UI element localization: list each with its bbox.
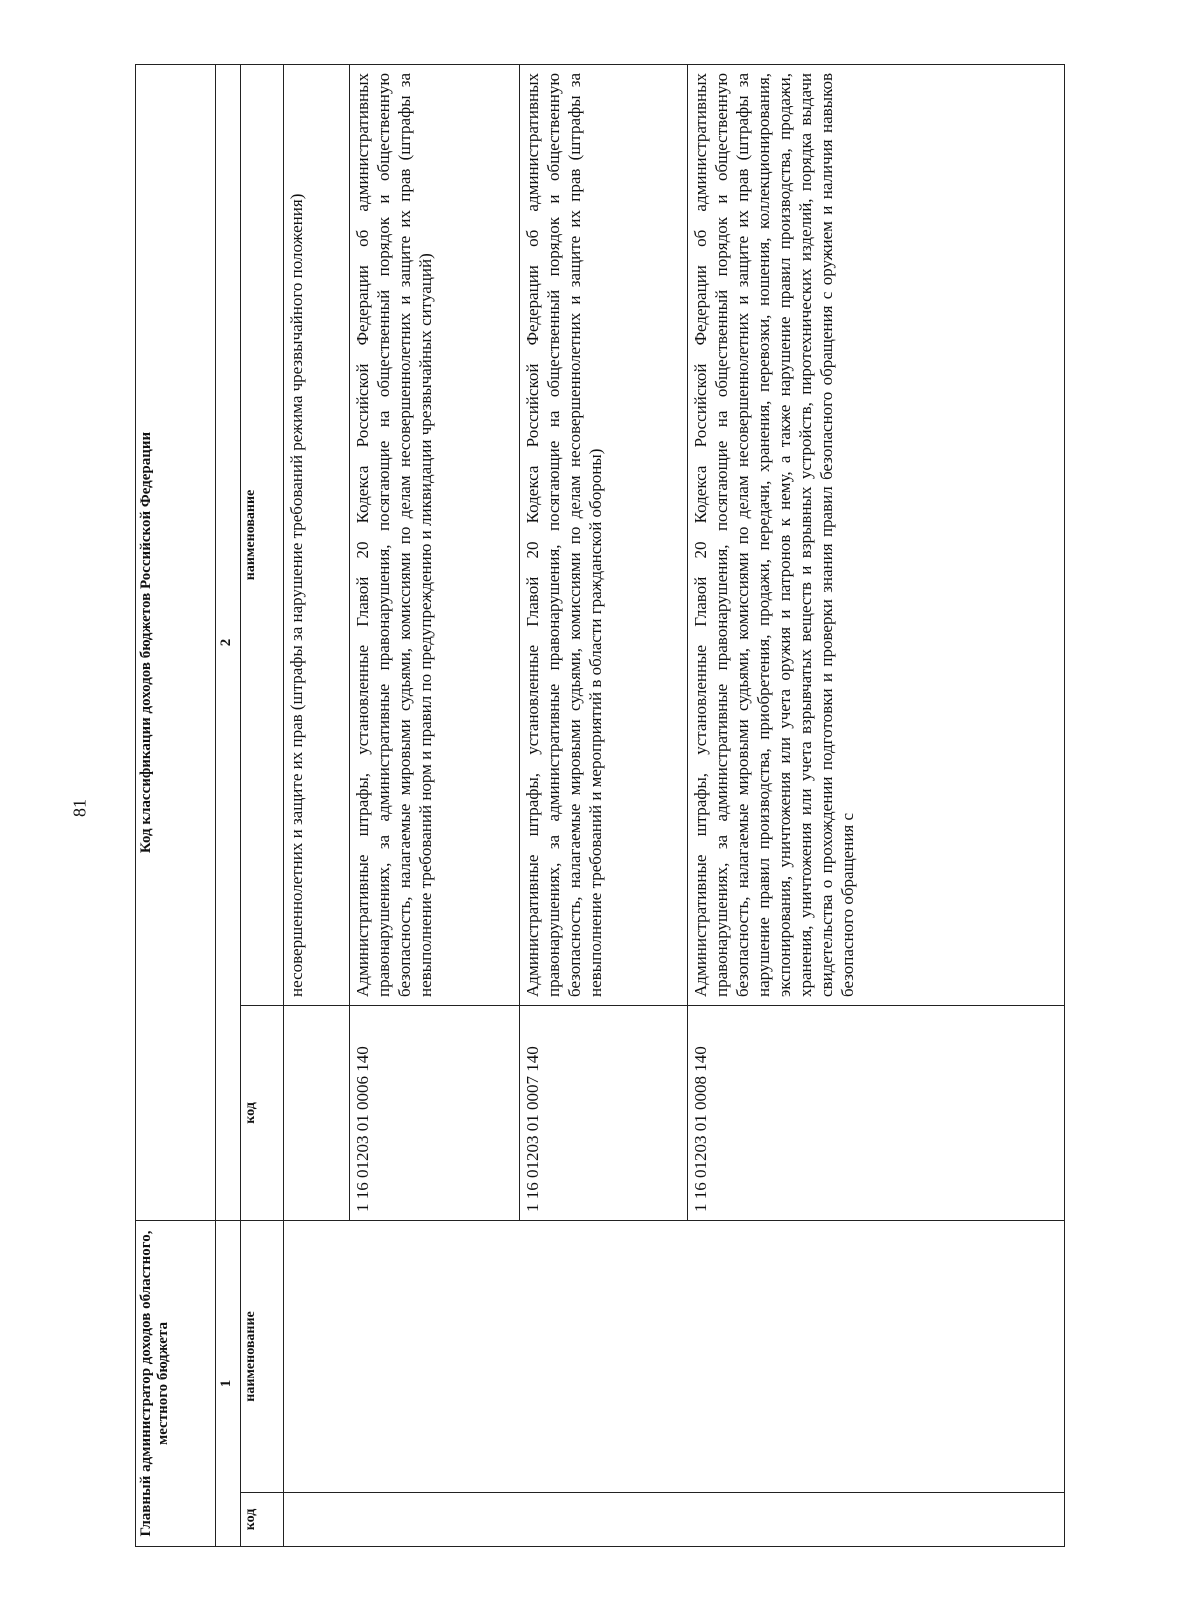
- admin-code-cell: [284, 1493, 1065, 1547]
- row-code: 1 16 01203 01 0008 140: [688, 1005, 1065, 1220]
- column-number-1: 1: [216, 1220, 241, 1546]
- row-name: Административные штрафы, установленные Главой 20 Кодекса Российской Федерации об административных правонарушениях, за административные правонарушения, посягающие на общественный порядок и общественную безопасность, налагаемые мировыми судьями, комиссиями по делам несовершеннолетних и защите их прав (штрафы за нарушение правил производства, приобретения, продажи, передачи, хранения, перевозки, ношения, коллекционирования, экспонирования, уничтожения или учета оружия и патронов к нему, а также нарушение правил производства, продажи, хранения, уничтожения или учета взрывчатых веществ и взрывных устройств, пиротехнических изделий, порядка выдачи свидетельства о прохождении подготовки и проверки знания правил безопасного обращения с оружием и наличия навыков безопасного обращения с: [688, 64, 1065, 1005]
- header-admin: Главный администратор доходов областного, местного бюджета: [136, 1220, 216, 1546]
- subheader-name-1: наименование: [241, 1220, 284, 1492]
- row-name: Административные штрафы, установленные Главой 20 Кодекса Российской Федерации об административных правонарушениях, за административные правонарушения, посягающие на общественный порядок и общественную безопасность, налагаемые мировыми судьями, комиссиями по делам несовершеннолетних и защите их прав (штрафы за невыполнение требований и мероприятий в области гражданской обороны): [520, 64, 688, 1005]
- income-classification-table: [135, 64, 1065, 1547]
- rotated-page-content: [135, 65, 1065, 1547]
- page-number: 81: [69, 799, 90, 817]
- table-row: [284, 64, 350, 1546]
- row-code: 1 16 01203 01 0006 140: [350, 1005, 520, 1220]
- row-code: 1 16 01203 01 0007 140: [520, 1005, 688, 1220]
- row-code: [284, 1005, 350, 1220]
- subheader-name-2: наименование: [241, 64, 284, 1005]
- subheader-code-2: код: [241, 1005, 284, 1220]
- column-number-2: 2: [216, 64, 241, 1220]
- admin-name-cell: [284, 1220, 1065, 1492]
- subheader-code-1: код: [241, 1493, 284, 1547]
- row-name: Административные штрафы, установленные Главой 20 Кодекса Российской Федерации об административных правонарушениях, за административные правонарушения, посягающие на общественный порядок и общественную безопасность, налагаемые мировыми судьями, комиссиями по делам несовершеннолетних и защите их прав (штрафы за невыполнение требований норм и правил по предупреждению и ликвидации чрезвычайных ситуаций): [350, 64, 520, 1005]
- header-classification: Код классификации доходов бюджетов Российской Федерации: [136, 64, 216, 1220]
- row-name: несовершеннолетних и защите их прав (штрафы за нарушение требований режима чрезвычайного положения): [284, 64, 350, 1005]
